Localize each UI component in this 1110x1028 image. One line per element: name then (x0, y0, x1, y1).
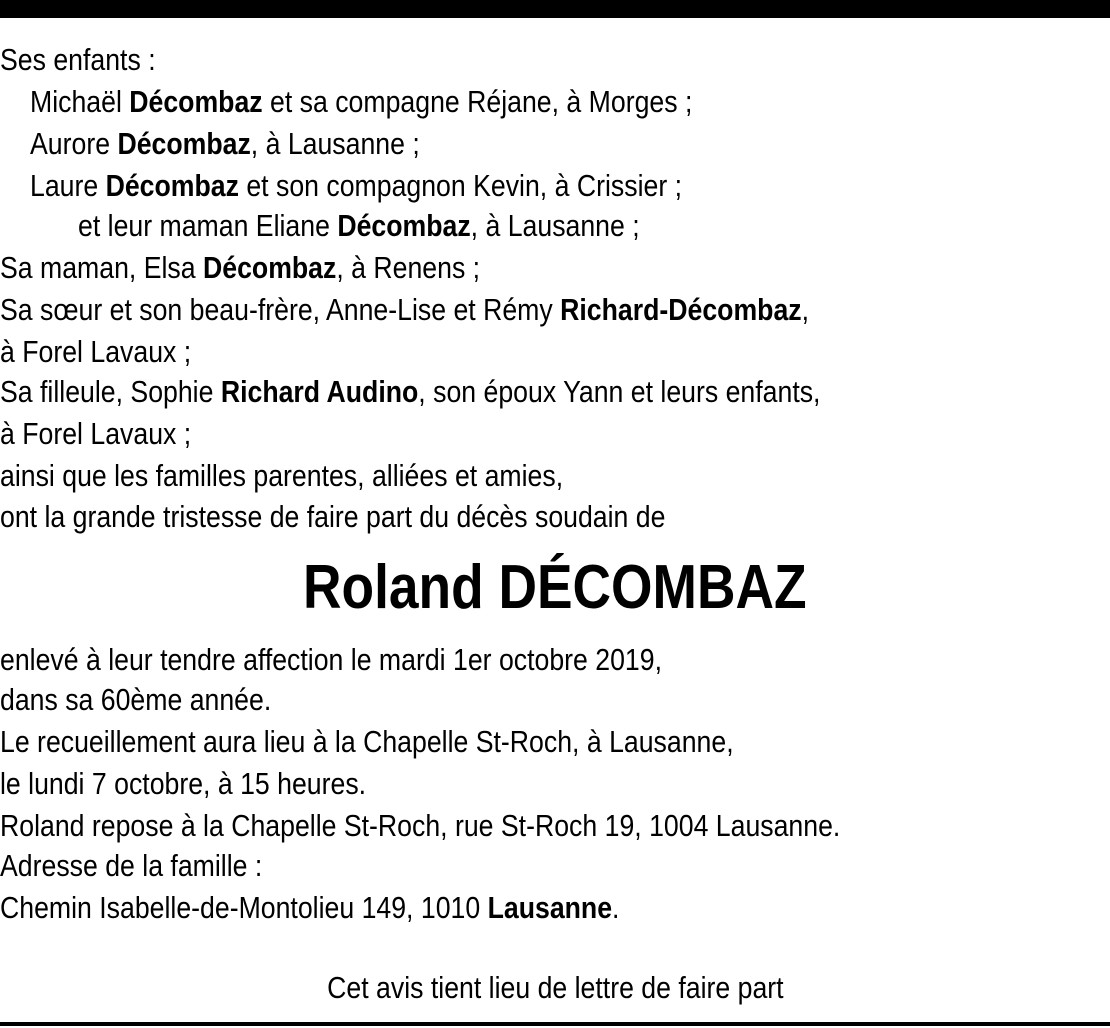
sister-first: Sa sœur et son beau-frère, Anne-Lise et Rémy (0, 292, 561, 327)
children-mother-rest: , à Lausanne ; (470, 208, 640, 243)
sister-rest: , (801, 292, 810, 327)
family-line-child2 (30, 124, 420, 164)
family-line-children-mother (78, 206, 640, 246)
family-line-child3 (30, 166, 682, 206)
children-heading: Ses enfants : (0, 42, 156, 77)
family-line-sister (0, 290, 809, 330)
family-line-child1 (30, 82, 692, 122)
goddaughter-surname: Richard Audino (220, 374, 419, 409)
children-mother-first: et leur maman Eliane (78, 208, 338, 243)
detail-line-1: enlevé à leur tendre affection le mardi 1er octobre 2019, (0, 642, 662, 677)
child3-first-name: Laure (30, 168, 106, 203)
family-line-goddaughter-location: à Forel Lavaux ; (0, 416, 192, 451)
goddaughter-rest: , son époux Yann et leurs enfants, (418, 374, 821, 409)
mother-surname: Décombaz (203, 250, 337, 285)
child2-surname: Décombaz (117, 126, 251, 161)
family-line-mother (0, 248, 480, 288)
mother-rest: , à Renens ; (336, 250, 481, 285)
bottom-border-rule (0, 1022, 1110, 1026)
footer-notice (0, 968, 1110, 1008)
child1-surname: Décombaz (129, 84, 263, 119)
address-end: . (612, 890, 620, 925)
child1-rest: et sa compagne Réjane, à Morges ; (262, 84, 693, 119)
detail-line-6: Adresse de la famille : (0, 848, 263, 883)
goddaughter-first: Sa filleule, Sophie (0, 374, 221, 409)
children-mother-surname: Décombaz (337, 208, 471, 243)
child1-first-name: Michaël (30, 84, 130, 119)
child3-surname: Décombaz (105, 168, 239, 203)
child3-rest: et son compagnon Kevin, à Crissier ; (238, 168, 683, 203)
family-address-line (0, 888, 619, 928)
child2-rest: , à Lausanne ; (250, 126, 420, 161)
detail-line-3: Le recueillement aura lieu à la Chapelle St-Roch, à Lausanne, (0, 724, 734, 759)
child2-first-name: Aurore (30, 126, 118, 161)
family-line-goddaughter (0, 372, 820, 412)
address-city: Lausanne (487, 890, 613, 925)
deceased-name-text: Roland DÉCOMBAZ (303, 553, 807, 622)
top-border-rule (0, 0, 1110, 18)
detail-line-4: le lundi 7 octobre, à 15 heures. (0, 766, 367, 801)
detail-line-2: dans sa 60ème année. (0, 682, 272, 717)
family-line-others: ainsi que les familles parentes, alliées et amies, (0, 458, 564, 493)
sister-surname: Richard-Décombaz (560, 292, 802, 327)
address-street: Chemin Isabelle-de-Montolieu 149, 1010 (0, 890, 488, 925)
announcement-line: ont la grande tristesse de faire part du décès soudain de (0, 499, 666, 534)
detail-line-5: Roland repose à la Chapelle St-Roch, rue St-Roch 19, 1004 Lausanne. (0, 808, 841, 843)
footer-notice-text: Cet avis tient lieu de lettre de faire part (326, 970, 784, 1005)
deceased-name (0, 550, 1110, 626)
mother-first: Sa maman, Elsa (0, 250, 204, 285)
family-line-sister-location: à Forel Lavaux ; (0, 334, 192, 369)
